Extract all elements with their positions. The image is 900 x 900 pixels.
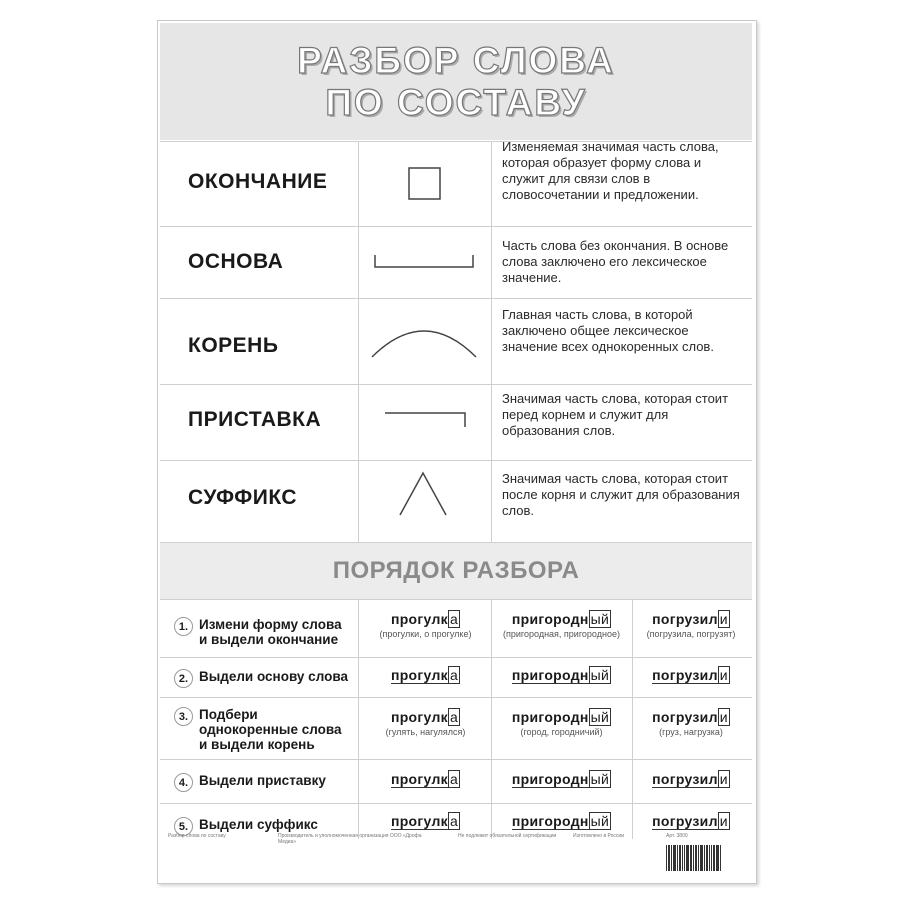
footer-made: Изготовлено в России	[573, 833, 624, 839]
title-line-1: РАЗБОР СЛОВА	[297, 39, 615, 81]
desc-prefix: Значимая часть слова, которая стоит перед корнем и служит для образования слов.	[502, 391, 729, 438]
term-prefix: ПРИСТАВКА	[188, 408, 322, 431]
word-progulka: прогулк а	[390, 667, 459, 683]
arc-icon	[368, 321, 480, 361]
word-prigorodny: пригородн ый	[511, 611, 610, 627]
word-progulka: прогулк а	[390, 709, 459, 725]
footer-art: Арт. 3800	[666, 833, 688, 839]
word-pogruzili: погрузил и	[652, 611, 728, 627]
word-prigorodny: пригородн ый	[511, 667, 610, 683]
desc-root: Главная часть слова, в которой заключено общее лексическое значение всех однокоренных слов.	[502, 307, 714, 354]
word-progulka: прогулк а	[390, 813, 459, 829]
desc-suffix: Значимая часть слова, которая стоит после корня и служит для образования слов.	[502, 471, 740, 518]
word-pogruzili: погрузил и	[652, 709, 728, 725]
term-root: КОРЕНЬ	[188, 334, 279, 357]
word-hint: (город, городничий)	[520, 727, 603, 737]
title-banner	[160, 23, 752, 140]
step-number: 2.	[174, 669, 193, 688]
word-hint: (погрузила, погрузят)	[646, 629, 736, 639]
step-text: Выдели приставку	[199, 773, 326, 788]
term-ending: ОКОНЧАНИЕ	[188, 170, 328, 193]
step-text: Измени форму слова и выдели окончание	[199, 617, 342, 647]
step-number: 5.	[174, 817, 193, 836]
step-text: Выдели основу слова	[199, 669, 348, 684]
word-hint: (пригородная, пригородное)	[503, 629, 620, 639]
desc-ending: Изменяемая значимая часть слова, которая образует форму слова и служит для связи слов в словосочетании и предложении.	[502, 139, 719, 202]
word-hint: (гулять, нагулялся)	[385, 727, 466, 737]
order-banner	[160, 543, 752, 599]
word-pogruzili: погрузил и	[652, 771, 728, 787]
footer-title: Разбор слова по составу	[168, 833, 226, 839]
corner-icon	[383, 409, 469, 431]
step-number: 3.	[174, 707, 193, 726]
step-number: 4.	[174, 773, 193, 792]
word-prigorodny: пригородн ый	[511, 771, 610, 787]
step-text: Подбери однокоренные слова и выдели корень	[199, 707, 342, 752]
word-prigorodny: пригородн ый	[511, 813, 610, 829]
footer-producer: Производитель и уполномоченная организация ООО «Дрофа Медиа»	[278, 833, 422, 845]
footer-cert: Не подлежит обязательной сертификации	[458, 833, 557, 839]
term-suffix: СУФФИКС	[188, 486, 298, 509]
word-hint: (прогулки, о прогулке)	[379, 629, 472, 639]
bracket-icon	[373, 253, 477, 271]
caret-icon	[398, 469, 448, 519]
poster	[157, 20, 757, 884]
order-title: ПОРЯДОК РАЗБОРА	[332, 557, 580, 584]
step-text: Выдели суффикс	[199, 817, 318, 832]
term-stem: ОСНОВА	[188, 250, 284, 273]
step-number: 1.	[174, 617, 193, 636]
desc-stem: Часть слова без окончания. В основе слова заключено его лексическое значение.	[502, 238, 729, 285]
barcode	[666, 841, 746, 871]
word-hint: (груз, нагрузка)	[659, 727, 723, 737]
word-pogruzili: погрузил и	[652, 813, 728, 829]
square-icon	[408, 167, 442, 201]
footer	[168, 833, 748, 873]
word-progulka: прогулк а	[390, 771, 459, 787]
title-line-2: ПО СОСТАВУ	[325, 81, 587, 123]
word-progulka: прогулк а	[390, 611, 459, 627]
word-prigorodny: пригородн ый	[511, 709, 610, 725]
word-pogruzili: погрузил и	[652, 667, 728, 683]
